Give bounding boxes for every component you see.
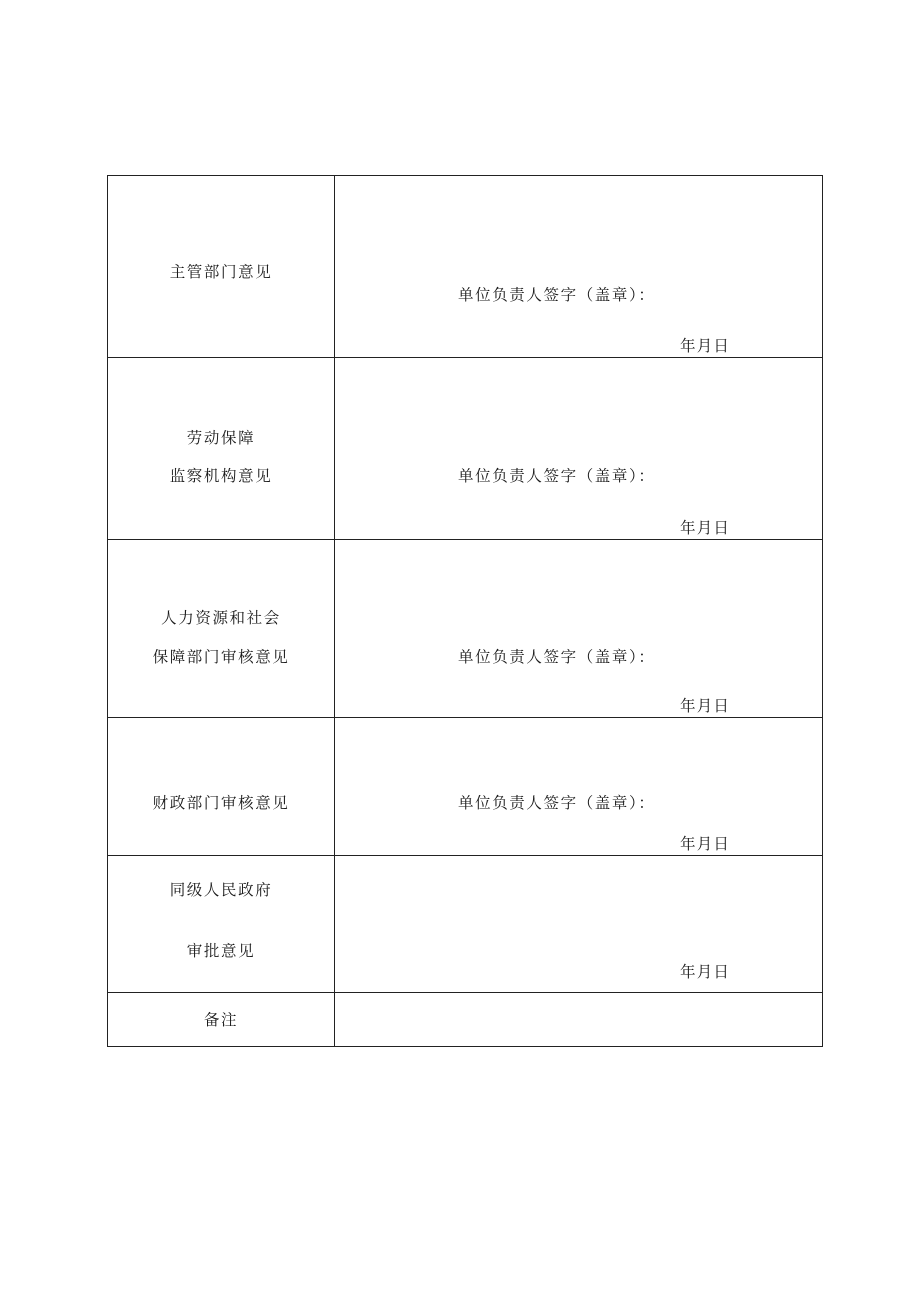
signature-label: 单位负责人签字（盖章）： [458, 286, 656, 304]
row-label-cell [108, 540, 335, 718]
row-label-cell [108, 856, 335, 993]
date-label: 年月日 [680, 835, 731, 853]
row-label-cell [108, 718, 335, 856]
approval-form-table [107, 175, 823, 1047]
row-label: 备注 [203, 1011, 239, 1029]
date-label: 年月日 [680, 519, 731, 537]
signature-label: 单位负责人签字（盖章）： [458, 794, 656, 812]
form-row-supervising-dept [108, 176, 823, 358]
row-label-line-1: 劳动保障 [186, 429, 256, 447]
signature-label: 单位负责人签字（盖章）： [458, 648, 656, 666]
opinion-cell[interactable] [335, 176, 823, 358]
row-label-line-2: 保障部门审核意见 [152, 648, 290, 666]
form-row-hr-social-security [108, 540, 823, 718]
opinion-cell[interactable] [335, 540, 823, 718]
form-row-finance-dept [108, 718, 823, 856]
row-label: 财政部门审核意见 [152, 794, 290, 812]
opinion-cell[interactable] [335, 358, 823, 540]
date-label: 年月日 [680, 697, 731, 715]
remarks-cell[interactable] [335, 993, 823, 1047]
date-label: 年月日 [680, 337, 731, 355]
row-label-line-2: 审批意见 [186, 942, 256, 960]
row-label-line-1: 同级人民政府 [169, 881, 273, 899]
row-label-cell [108, 993, 335, 1047]
opinion-cell[interactable] [335, 856, 823, 993]
date-label: 年月日 [680, 963, 731, 981]
row-label-line-1: 人力资源和社会 [161, 609, 281, 627]
form-row-government-approval [108, 856, 823, 993]
row-label-cell [108, 176, 335, 358]
form-row-remarks [108, 993, 823, 1047]
row-label-line-2: 监察机构意见 [169, 467, 273, 485]
form-row-labor-supervision [108, 358, 823, 540]
row-label: 主管部门意见 [169, 263, 273, 281]
opinion-cell[interactable] [335, 718, 823, 856]
signature-label: 单位负责人签字（盖章）： [458, 467, 656, 485]
row-label-cell [108, 358, 335, 540]
